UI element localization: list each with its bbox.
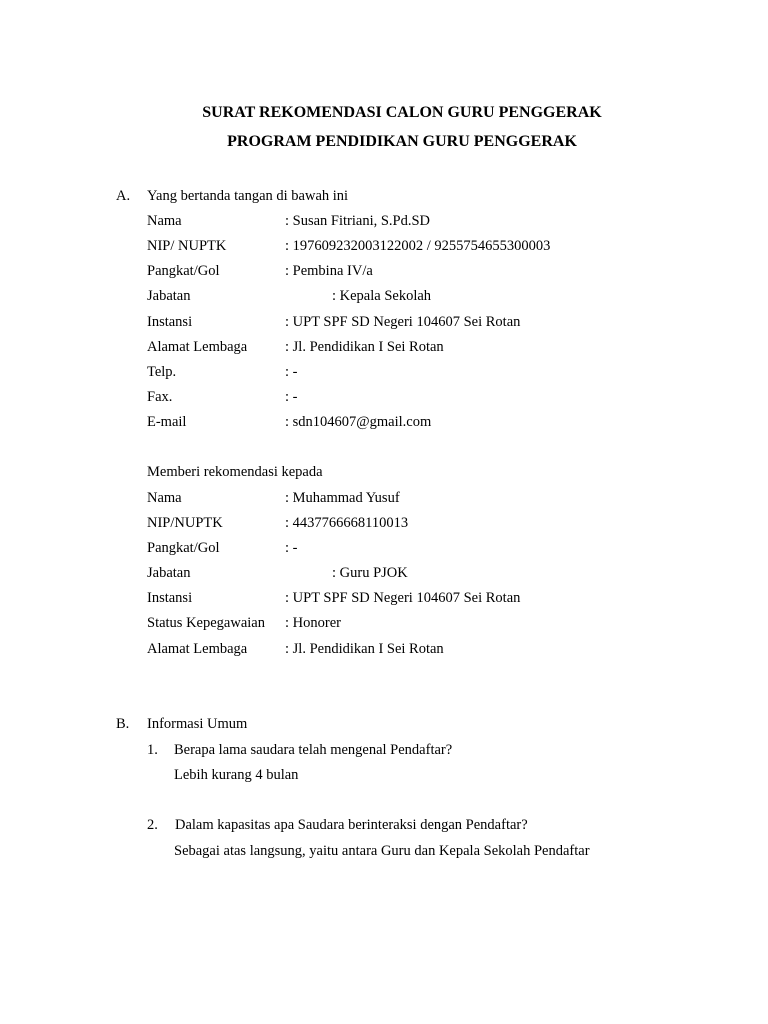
- document-title: SURAT REKOMENDASI CALON GURU PENGGERAK: [202, 104, 602, 121]
- field-value-jabatan: : Kepala Sekolah: [332, 288, 432, 304]
- recipient-label-jabatan: Jabatan: [147, 565, 191, 581]
- field-label-email: E-mail: [147, 414, 187, 430]
- recipient-label-alamat: Alamat Lembaga: [147, 641, 248, 657]
- recipient-value-nip: : 4437766668110013: [285, 515, 409, 531]
- section-a-marker: A.: [116, 188, 131, 204]
- question-2-answer: Sebagai atas langsung, yaitu antara Guru dan Kepala Sekolah Pendaftar: [174, 843, 590, 859]
- recipient-value-jabatan: : Guru PJOK: [332, 565, 408, 581]
- recipient-label-instansi: Instansi: [147, 590, 193, 606]
- field-label-fax: Fax.: [147, 389, 173, 405]
- section-a-intro: Yang bertanda tangan di bawah ini: [147, 188, 349, 204]
- field-value-fax: : -: [285, 389, 298, 405]
- recipient-label-nip: NIP/NUPTK: [147, 515, 223, 531]
- field-label-pangkat: Pangkat/Gol: [147, 263, 220, 279]
- field-value-alamat: : Jl. Pendidikan I Sei Rotan: [285, 339, 444, 355]
- field-label-jabatan: Jabatan: [147, 288, 191, 304]
- recipient-value-status: : Honorer: [285, 615, 341, 631]
- field-value-nama: : Susan Fitriani, S.Pd.SD: [285, 213, 431, 229]
- recipient-label-pangkat: Pangkat/Gol: [147, 540, 220, 556]
- recipient-label-nama: Nama: [147, 490, 182, 506]
- document-subtitle: PROGRAM PENDIDIKAN GURU PENGGERAK: [227, 133, 577, 150]
- question-1-number: 1.: [147, 742, 158, 758]
- field-label-nip: NIP/ NUPTK: [147, 238, 227, 254]
- field-value-instansi: : UPT SPF SD Negeri 104607 Sei Rotan: [285, 314, 521, 330]
- field-value-nip: : 197609232003122002 / 9255754655300003: [285, 238, 551, 254]
- recipient-value-nama: : Muhammad Yusuf: [285, 490, 400, 506]
- field-value-email: : sdn104607@gmail.com: [285, 414, 432, 430]
- question-1-answer: Lebih kurang 4 bulan: [174, 767, 299, 783]
- field-value-telp: : -: [285, 364, 298, 380]
- recipient-value-alamat: : Jl. Pendidikan I Sei Rotan: [285, 641, 444, 657]
- recipient-value-instansi: : UPT SPF SD Negeri 104607 Sei Rotan: [285, 590, 521, 606]
- field-value-pangkat: : Pembina IV/a: [285, 263, 373, 279]
- field-label-instansi: Instansi: [147, 314, 193, 330]
- field-label-alamat: Alamat Lembaga: [147, 339, 248, 355]
- question-1-text: Berapa lama saudara telah mengenal Pendaftar?: [174, 742, 453, 758]
- question-2-text: Dalam kapasitas apa Saudara berinteraksi dengan Pendaftar?: [175, 817, 528, 833]
- question-2-number: 2.: [147, 817, 158, 833]
- recipient-value-pangkat: : -: [285, 540, 298, 556]
- section-b-marker: B.: [116, 716, 130, 732]
- section-b-heading: Informasi Umum: [147, 716, 248, 732]
- recipient-label-status: Status Kepegawaian: [147, 615, 265, 631]
- recommend-intro: Memberi rekomendasi kepada: [147, 464, 323, 480]
- field-label-nama: Nama: [147, 213, 182, 229]
- field-label-telp: Telp.: [147, 364, 177, 380]
